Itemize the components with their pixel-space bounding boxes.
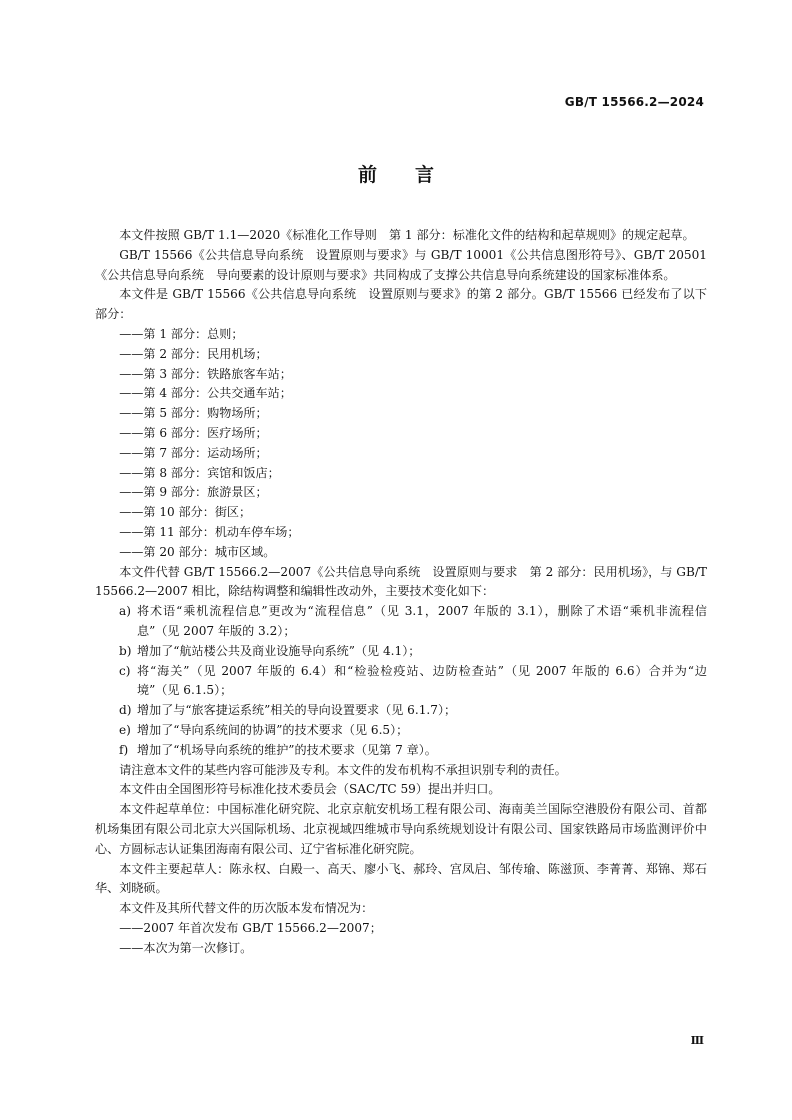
list-item: ——第 6 部分：医疗场所； <box>119 425 268 440</box>
list-item: ——第 5 部分：购物场所； <box>119 406 268 421</box>
changes-list <box>95 602 707 760</box>
list-item: ——第 9 部分：旅游景区； <box>119 485 268 500</box>
paragraph-drafting-rules: 本文件按照 GB/T 1.1—2020《标准化工作导则 第 1 部分：标准化文件的结构和起草规则》的规定起草。 <box>119 228 695 242</box>
list-item <box>95 602 707 642</box>
item-marker: c) <box>119 663 131 678</box>
list-item: ——第 3 部分：铁路旅客车站； <box>119 366 292 381</box>
list-item <box>95 642 707 662</box>
item-text: 增加了“导向系统间的协调”的技术要求（见 6.5）； <box>137 722 409 737</box>
list-item <box>95 701 707 721</box>
list-item: ——2007 年首次发布 GB/T 15566.2—2007； <box>119 920 382 935</box>
list-item: ——第 20 部分：城市区域。 <box>119 544 276 559</box>
list-item: ——第 10 部分：街区； <box>119 505 252 520</box>
paragraph-patent-notice: 请注意本文件的某些内容可能涉及专利。本文件的发布机构不承担识别专利的责任。 <box>119 762 567 777</box>
list-item: ——本次为第一次修订。 <box>119 940 253 955</box>
item-marker: f) <box>119 742 129 757</box>
list-item: ——第 11 部分：机动车停车场； <box>119 524 300 539</box>
item-marker: e) <box>119 722 131 737</box>
paragraph-drafters: 本文件主要起草人：陈永权、白殿一、高天、廖小飞、郝玲、宫凤启、邹传瑜、陈滋顶、李菁菁、郑锦、郑石华、刘晓硕。 <box>95 861 707 896</box>
item-text: 增加了与“旅客捷运系统”相关的导向设置要求（见 6.1.7）； <box>137 703 457 718</box>
paragraph-history-intro: 本文件及其所代替文件的历次版本发布情况为： <box>119 901 374 916</box>
standard-number: GB/T 15566.2—2024 <box>564 95 704 109</box>
list-item: ——第 1 部分：总则； <box>119 326 244 341</box>
item-marker: b) <box>119 643 132 658</box>
paragraph-replacement: 本文件代替 GB/T 15566.2—2007《公共信息导向系统 设置原则与要求 第 2 部分：民用机场》，与 GB/T 15566.2—2007 相比，除结构调整和编辑性改动外，主要技术变化如下： <box>95 564 707 599</box>
list-item: ——第 4 部分：公共交通车站； <box>119 386 292 401</box>
page-number: Ⅲ <box>690 1034 704 1047</box>
list-item: ——第 2 部分：民用机场； <box>119 346 268 361</box>
history-list <box>95 919 707 959</box>
list-item: ——第 7 部分：运动场所； <box>119 445 268 460</box>
paragraph-standard-system: GB/T 15566《公共信息导向系统 设置原则与要求》与 GB/T 10001《公共信息图形符号》、GB/T 20501《公共信息导向系统 导向要素的设计原则与要求》共同构成了支撑公共信息导向系统建设的国家标准体系。 <box>95 247 707 282</box>
page-title <box>0 160 792 187</box>
foreword-body <box>95 226 707 958</box>
item-text: 增加了“航站楼公共及商业设施导向系统”（见 4.1）； <box>137 643 421 658</box>
paragraph-part-info: 本文件是 GB/T 15566《公共信息导向系统 设置原则与要求》的第 2 部分。GB/T 15566 已经发布了以下部分： <box>95 287 707 322</box>
paragraph-drafting-units: 本文件起草单位：中国标准化研究院、北京京航安机场工程有限公司、海南美兰国际空港股份有限公司、首都机场集团有限公司北京大兴国际机场、北京视域四维城市导向系统规划设计有限公司、国家铁路局市场监测评价中心、方圆标志认证集团海南有限公司、辽宁省标准化研究院。 <box>95 802 707 856</box>
item-marker: d) <box>119 703 132 718</box>
list-item <box>95 721 707 741</box>
item-text: 增加了“机场导向系统的维护”的技术要求（见第 7 章）。 <box>137 742 437 757</box>
list-item: ——第 8 部分：宾馆和饭店； <box>119 465 280 480</box>
paragraph-committee: 本文件由全国图形符号标准化技术委员会（SAC/TC 59）提出并归口。 <box>119 782 501 797</box>
title-char-1: 前 <box>357 164 377 186</box>
parts-list <box>95 325 707 563</box>
item-text: 将术语“乘机流程信息”更改为“流程信息”（见 3.1，2007 年版的 3.1），删除了术语“乘机非流程信息”（见 2007 年版的 3.2）； <box>137 604 707 638</box>
list-item <box>95 662 707 702</box>
list-item <box>95 741 707 761</box>
item-marker: a) <box>119 604 131 619</box>
title-char-2: 言 <box>415 164 435 186</box>
item-text: 将“海关”（见 2007 年版的 6.4）和“检验检疫站、边防检查站”（见 2007 年版的 6.6）合并为“边境”（见 6.1.5）； <box>137 663 707 698</box>
